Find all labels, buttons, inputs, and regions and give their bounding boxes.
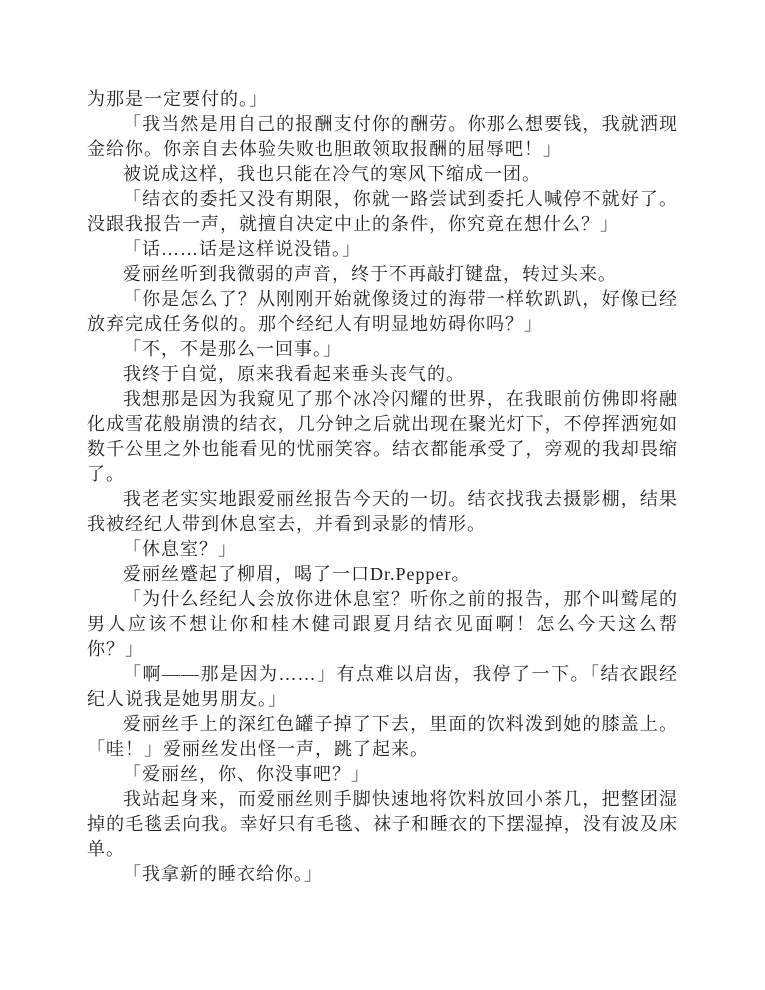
paragraph: 为那是一定要付的。」	[87, 89, 268, 109]
paragraph: 「不，不是那么一回事。」	[123, 339, 342, 359]
paragraph: 爱丽丝蹙起了柳眉，喝了一口Dr.Pepper。	[123, 564, 471, 584]
paragraph: 「话……话是这样说没错。」	[123, 239, 361, 259]
paragraph: 我站起身来，而爱丽丝则手脚快速地将饮料放回小茶几，把整团湿掉的毛毯丢向我。幸好只有毛毯、袜子和睡衣的下摆湿掉，没有波及床单。	[87, 789, 678, 859]
paragraph: 「爱丽丝，你、你没事吧？」	[123, 764, 370, 784]
paragraph: 「为什么经纪人会放你进休息室？听你之前的报告，那个叫鹫尾的男人应该不想让你和桂木健司跟夏月结衣见面啊！怎么今天这么帮你？」	[87, 589, 678, 659]
paragraph: 爱丽丝听到我微弱的声音，终于不再敲打键盘，转过头来。	[123, 264, 617, 284]
paragraph: 被说成这样，我也只能在冷气的寒风下缩成一团。	[123, 164, 541, 184]
paragraph: 「我当然是用自己的报酬支付你的酬劳。你那么想要钱，我就洒现金给你。你亲自去体验失败也胆敢领取报酬的屈辱吧！」	[87, 114, 678, 159]
paragraph: 「休息室？」	[123, 539, 237, 559]
paragraph: 「啊――那是因为……」有点难以启齿，我停了一下。「结衣跟经纪人说我是她男朋友。」	[87, 664, 678, 709]
paragraph: 爱丽丝手上的深红色罐子掉了下去，里面的饮料泼到她的膝盖上。「哇！」爱丽丝发出怪一声，跳了起来。	[87, 714, 678, 759]
paragraph: 我想那是因为我窥见了那个冰冷闪耀的世界，在我眼前仿佛即将融化成雪花般崩溃的结衣，几分钟之后就出现在聚光灯下，不停挥洒宛如数千公里之外也能看见的忧丽笑容。结衣都能承受了，旁观的我却畏缩了。	[87, 389, 678, 484]
paragraph: 「你是怎么了？从刚刚开始就像烫过的海带一样软趴趴，好像已经放弃完成任务似的。那个经纪人有明显地妨碍你吗？」	[87, 289, 678, 334]
paragraph: 我老老实实地跟爱丽丝报告今天的一切。结衣找我去摄影棚，结果我被经纪人带到休息室去，并看到录影的情形。	[87, 489, 678, 534]
paragraph: 「我拿新的睡衣给你。」	[123, 864, 323, 884]
novel-text-content	[87, 87, 678, 887]
paragraph: 「结衣的委托又没有期限，你就一路尝试到委托人喊停不就好了。没跟我报告一声，就擅自决定中止的条件，你究竟在想什么？」	[87, 189, 678, 234]
paragraph: 我终于自觉，原来我看起来垂头丧气的。	[123, 364, 465, 384]
